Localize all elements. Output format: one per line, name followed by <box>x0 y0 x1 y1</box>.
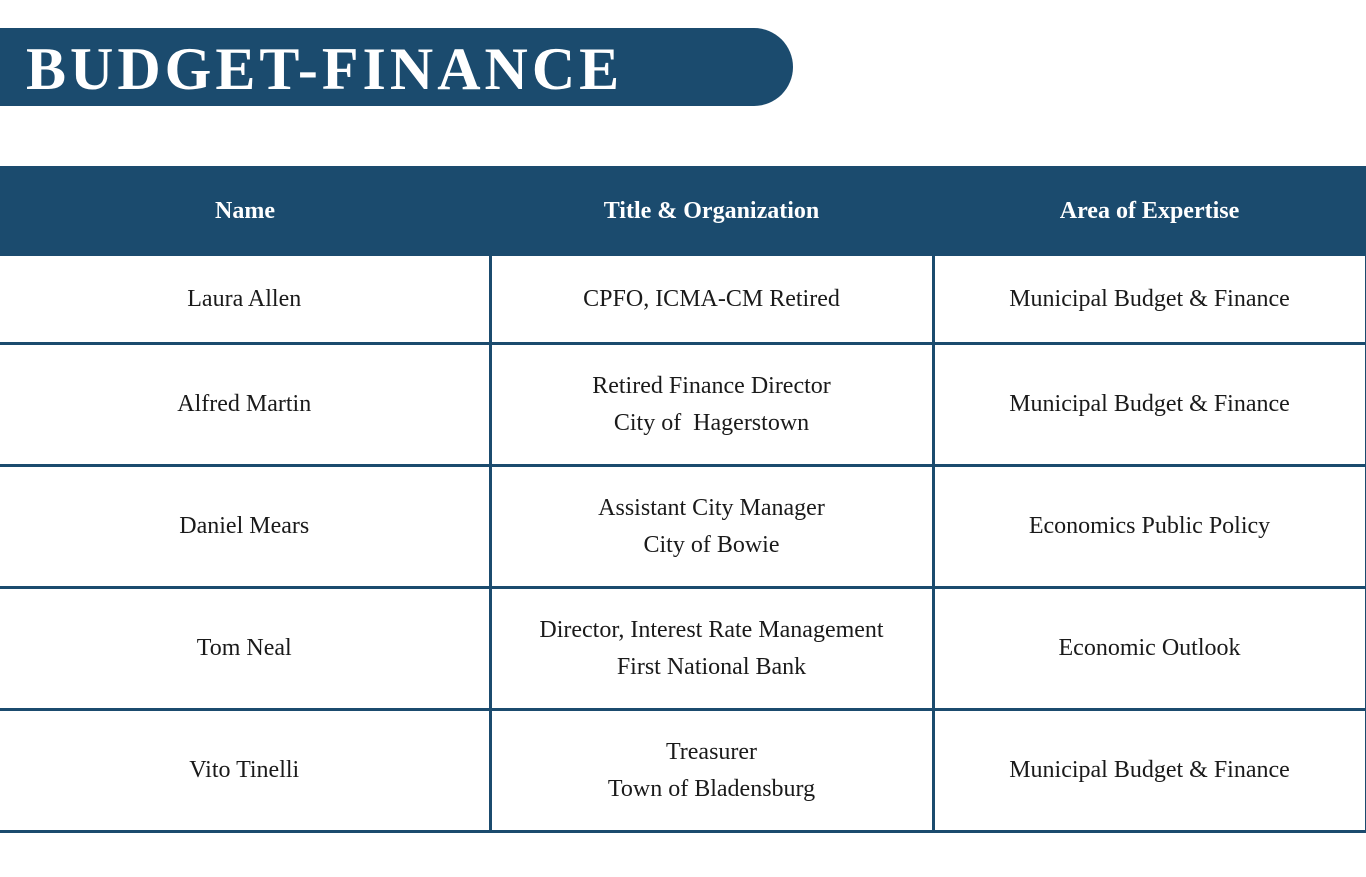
title-line: Retired Finance Director <box>592 372 831 399</box>
title-line: Assistant City Manager <box>598 494 825 521</box>
table-header-row <box>0 166 1366 256</box>
table-row <box>0 710 1366 832</box>
cell-name: Daniel Mears <box>0 466 490 588</box>
title-line: Director, Interest Rate Management <box>539 616 884 643</box>
organization-line: City of Bowie <box>643 531 780 558</box>
title-line: CPFO, ICMA-CM Retired <box>583 285 840 312</box>
cell-title-organization <box>490 344 933 466</box>
cell-expertise: Economics Public Policy <box>933 466 1366 588</box>
cell-expertise: Municipal Budget & Finance <box>933 710 1366 832</box>
table-row <box>0 344 1366 466</box>
cell-name: Vito Tinelli <box>0 710 490 832</box>
table-row <box>0 588 1366 710</box>
cell-name: Laura Allen <box>0 256 490 344</box>
organization-line: City of Hagerstown <box>613 409 810 436</box>
cell-expertise: Municipal Budget & Finance <box>933 344 1366 466</box>
table-row <box>0 256 1366 344</box>
cell-name: Tom Neal <box>0 588 490 710</box>
column-header-title-organization: Title & Organization <box>490 166 933 256</box>
cell-title-organization <box>490 256 933 344</box>
column-header-name: Name <box>0 166 490 256</box>
cell-expertise: Economic Outlook <box>933 588 1366 710</box>
cell-name: Alfred Martin <box>0 344 490 466</box>
page-title: BUDGET-FINANCE <box>26 36 624 102</box>
budget-finance-table <box>0 166 1366 833</box>
title-line: Treasurer <box>665 738 758 765</box>
organization-line: Town of Bladensburg <box>607 775 816 802</box>
title-banner <box>0 28 793 106</box>
cell-title-organization <box>490 466 933 588</box>
organization-line: First National Bank <box>616 653 807 680</box>
cell-title-organization <box>490 588 933 710</box>
cell-expertise: Municipal Budget & Finance <box>933 256 1366 344</box>
column-header-area-of-expertise: Area of Expertise <box>933 166 1366 256</box>
table-row <box>0 466 1366 588</box>
cell-title-organization <box>490 710 933 832</box>
